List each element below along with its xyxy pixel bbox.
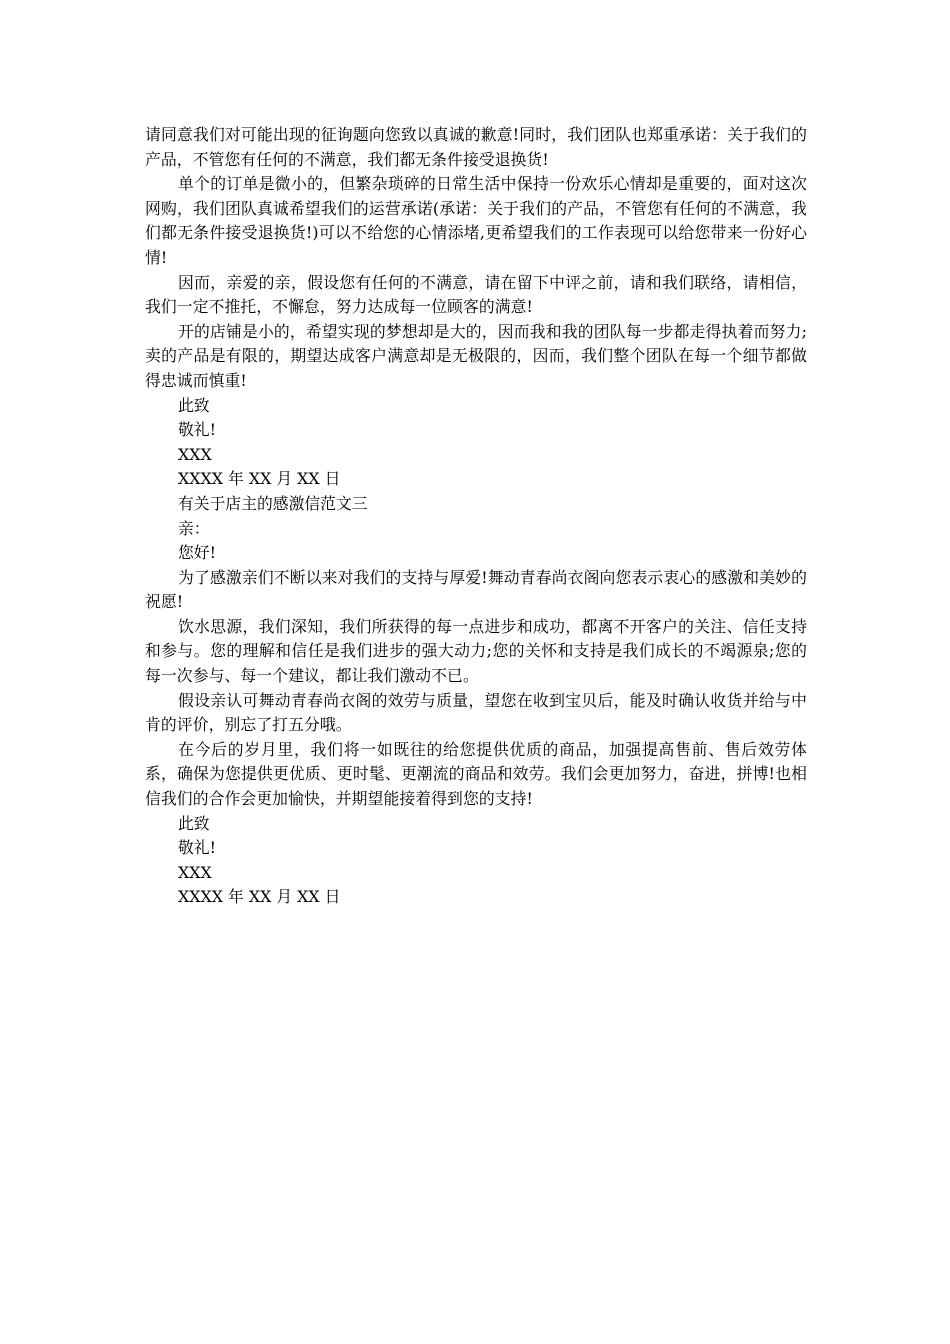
date-line: XXXX 年 XX 月 XX 日 — [178, 887, 341, 907]
closing-salutation: 此致 — [178, 395, 210, 415]
section-title: 有关于店主的感激信范文三 — [178, 493, 368, 513]
paragraph: 在今后的岁月里，我们将一如既往的给您提供优质的商品，加强提高售前、售后效劳体系，确保为您提供更优质、更时髦、更潮流的商品和效劳。我们会更加努力，奋进，拼博!也相信我们的合作会更加愉快，并期望能接着得到您的支持! — [145, 739, 807, 809]
paragraph: 请同意我们对可能出现的征询题向您致以真诚的歉意!同时，我们团队也郑重承诺：关于我们的产品，不管您有任何的不满意，我们都无条件接受退换货! — [145, 125, 807, 169]
paragraph: 为了感激亲们不断以来对我们的支持与厚爱!舞动青春尚衣阁向您表示衷心的感激和美妙的祝愿! — [145, 567, 807, 612]
closing-regards: 敬礼! — [178, 420, 216, 440]
paragraph: 假设亲认可舞动青春尚衣阁的效劳与质量，望您在收到宝贝后，能及时确认收货并给与中肯的评价，别忘了打五分哦。 — [145, 690, 807, 735]
signature: XXX — [178, 862, 212, 882]
closing-salutation: 此致 — [178, 813, 210, 833]
signature: XXX — [178, 444, 212, 464]
paragraph: 开的店铺是小的，希望实现的梦想却是大的，因而我和我的团队每一步都走得执着而努力;卖的产品是有限的，期望达成客户满意却是无极限的，因而，我们整个团队在每一个细节都做得忠诚而慎重! — [145, 321, 807, 390]
greeting-hello: 您好! — [178, 543, 216, 563]
closing-regards: 敬礼! — [178, 838, 216, 858]
paragraph: 饮水思源，我们深知，我们所获得的每一点进步和成功，都离不开客户的关注、信任支持和参与。您的理解和信任是我们进步的强大动力;您的关怀和支持是我们成长的不竭源泉;您的每一次参与、每一个建议，都让我们激动不已。 — [145, 616, 807, 686]
greeting: 亲： — [178, 518, 210, 538]
paragraph: 因而，亲爱的亲，假设您有任何的不满意，请在留下中评之前，请和我们联络，请相信，我们一定不推托，不懈怠，努力达成每一位顾客的满意! — [145, 272, 807, 317]
date-line: XXXX 年 XX 月 XX 日 — [178, 469, 341, 489]
document-body — [145, 123, 807, 910]
paragraph: 单个的订单是微小的，但繁杂琐碎的日常生活中保持一份欢乐心情却是重要的，面对这次网购，我们团队真诚希望我们的运营承诺(承诺：关于我们的产品，不管您有任何的不满意，我们都无条件接受退换货!)可以不给您的心情添堵,更希望我们的工作表现可以给您带来一份好心情! — [145, 174, 807, 267]
